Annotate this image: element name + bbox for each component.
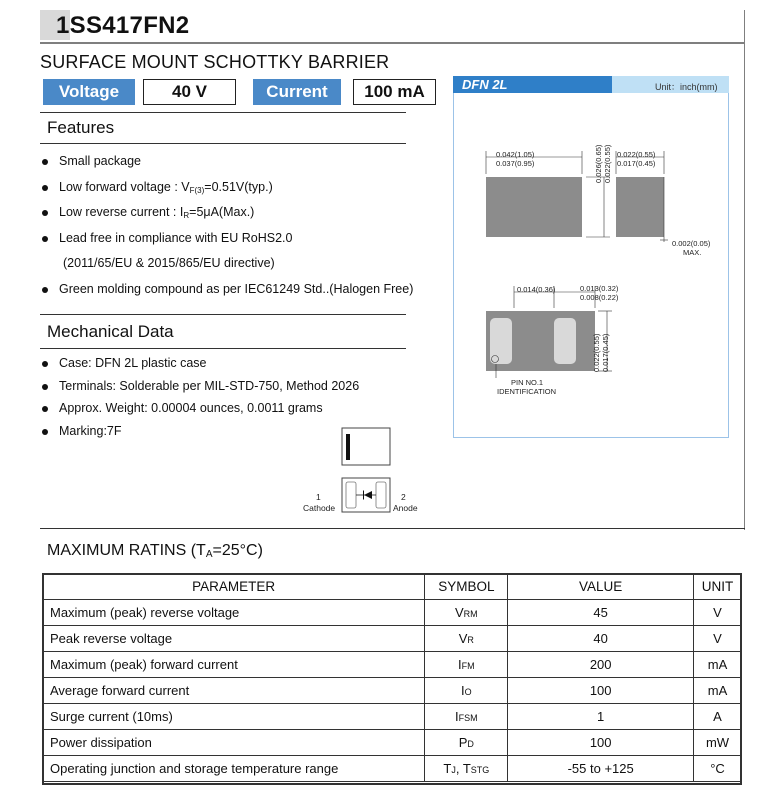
- cell-value: 40: [508, 626, 694, 652]
- cell-unit: mA: [694, 652, 742, 678]
- cell-unit: V: [694, 626, 742, 652]
- cell-parameter: Surge current (10ms): [43, 704, 425, 730]
- table-row: [43, 678, 742, 704]
- cell-parameter: Maximum (peak) forward current: [43, 652, 425, 678]
- cell-symbol: TJ, TSTG: [425, 756, 508, 782]
- table-row: [43, 704, 742, 730]
- device-subtitle: SURFACE MOUNT SCHOTTKY BARRIER: [40, 52, 390, 72]
- features-top-rule: [40, 112, 406, 113]
- cell-symbol: PD: [425, 730, 508, 756]
- ratings-table: [42, 573, 742, 782]
- dim-pad-length-max: 0.013(0.32): [580, 284, 619, 293]
- bottom-pad-2: [554, 318, 576, 364]
- cathode-band: [346, 434, 350, 460]
- cell-value: 100: [508, 730, 694, 756]
- voltage-label-badge: Voltage: [43, 79, 135, 105]
- col-value: VALUE: [508, 574, 694, 600]
- dim-height-min: 0.017(0.45): [617, 159, 656, 168]
- dim-standoff: 0.002(0.05): [672, 239, 711, 248]
- feature-item: Small package: [40, 154, 413, 180]
- cell-unit: A: [694, 704, 742, 730]
- cell-unit: V: [694, 600, 742, 626]
- dim-body-length-max: 0.042(1.05): [496, 150, 535, 159]
- cell-symbol: IO: [425, 678, 508, 704]
- dim-body-length-min: 0.037(0.95): [496, 159, 535, 168]
- pin1-label: PIN NO.1: [511, 378, 544, 387]
- cell-unit: mA: [694, 678, 742, 704]
- table-row: [43, 652, 742, 678]
- mechanical-item: Case: DFN 2L plastic case: [40, 356, 359, 379]
- features-bottom-rule: [40, 143, 406, 144]
- pin2-number: 2: [401, 492, 406, 502]
- cell-symbol: VRM: [425, 600, 508, 626]
- features-heading: Features: [47, 118, 115, 137]
- dim-pad-width-min: 0.017(0.45): [601, 333, 610, 372]
- cell-symbol: VR: [425, 626, 508, 652]
- package-outline-drawing: [454, 94, 728, 436]
- title-divider: [40, 42, 745, 44]
- mechanical-heading: Mechanical Data: [47, 322, 174, 341]
- cell-unit: mW: [694, 730, 742, 756]
- mechanical-top-rule: [40, 314, 406, 315]
- cell-value: 100: [508, 678, 694, 704]
- table-row: [43, 730, 742, 756]
- mechanical-bottom-rule: [40, 348, 406, 349]
- table-header-row: [43, 574, 742, 600]
- mechanical-item: Marking:7F: [40, 424, 359, 447]
- cell-symbol: IFM: [425, 652, 508, 678]
- pad-left: [346, 482, 356, 508]
- col-symbol: SYMBOL: [425, 574, 508, 600]
- pin1-marker: [492, 356, 499, 363]
- col-unit: UNIT: [694, 574, 742, 600]
- package-unit: Unit：inch(mm): [655, 82, 718, 92]
- ratings-heading: MAXIMUM RATINS $(T_A=25^\circ C)$: [47, 542, 263, 560]
- pad-right: [376, 482, 386, 508]
- dim-standoff-note: MAX.: [683, 248, 702, 257]
- dim-pad-gap: 0.014(0.36): [517, 285, 556, 294]
- table-row: [43, 756, 742, 782]
- cell-value: -55 to +125: [508, 756, 694, 782]
- feature-item: Low reverse current : $I_R=5\mu A(Max.)$: [40, 205, 413, 231]
- pin1-identification-label: IDENTIFICATION: [497, 387, 557, 396]
- package-title: DFN 2L: [462, 77, 508, 92]
- mechanical-item: Terminals: Solderable per MIL-STD-750, Method 2026: [40, 379, 359, 402]
- feature-item: Lead free in compliance with EU RoHS2.0: [40, 231, 413, 257]
- features-list: [40, 154, 413, 307]
- dim-pad-length-min: 0.008(0.22): [580, 293, 619, 302]
- current-label-badge: Current: [253, 79, 341, 105]
- part-number-title: 1SS417FN2: [56, 12, 190, 39]
- cell-parameter: Peak reverse voltage: [43, 626, 425, 652]
- cell-parameter: Average forward current: [43, 678, 425, 704]
- pin2-name: Anode: [393, 503, 418, 513]
- cell-symbol: IFSM: [425, 704, 508, 730]
- cell-value: 200: [508, 652, 694, 678]
- current-value-badge: 100 mA: [353, 79, 436, 105]
- cell-value: 1: [508, 704, 694, 730]
- cell-parameter: Power dissipation: [43, 730, 425, 756]
- col-parameter: PARAMETER: [43, 574, 425, 600]
- pin1-number: 1: [316, 492, 321, 502]
- table-row: [43, 600, 742, 626]
- table-row: [43, 626, 742, 652]
- feature-item: Green molding compound as per IEC61249 Std..(Halogen Free): [40, 282, 413, 308]
- cell-value: 45: [508, 600, 694, 626]
- page-vertical-rule: [744, 10, 745, 530]
- cell-parameter: Operating junction and storage temperature range: [43, 756, 425, 782]
- cell-parameter: Maximum (peak) reverse voltage: [43, 600, 425, 626]
- ratings-top-rule: [40, 528, 745, 529]
- pin1-name: Cathode: [303, 503, 336, 513]
- dim-body-width: 0.026(0.65): [594, 144, 603, 183]
- cell-unit: °C: [694, 756, 742, 782]
- feature-item-continued: (2011/65/EU & 2015/865/EU directive): [63, 256, 275, 270]
- voltage-value-badge: 40 V: [143, 79, 236, 105]
- mechanical-item: Approx. Weight: 0.00004 ounces, 0.0011 grams: [40, 401, 359, 424]
- dim-pad-width-max: 0.022(0.55): [592, 333, 601, 372]
- dim-body-width2: 0.022(0.55): [603, 144, 612, 183]
- feature-item: Low forward voltage : $V_{F(3)}=0.51V(typ.)$: [40, 180, 413, 206]
- dim-height-max: 0.022(0.55): [617, 150, 656, 159]
